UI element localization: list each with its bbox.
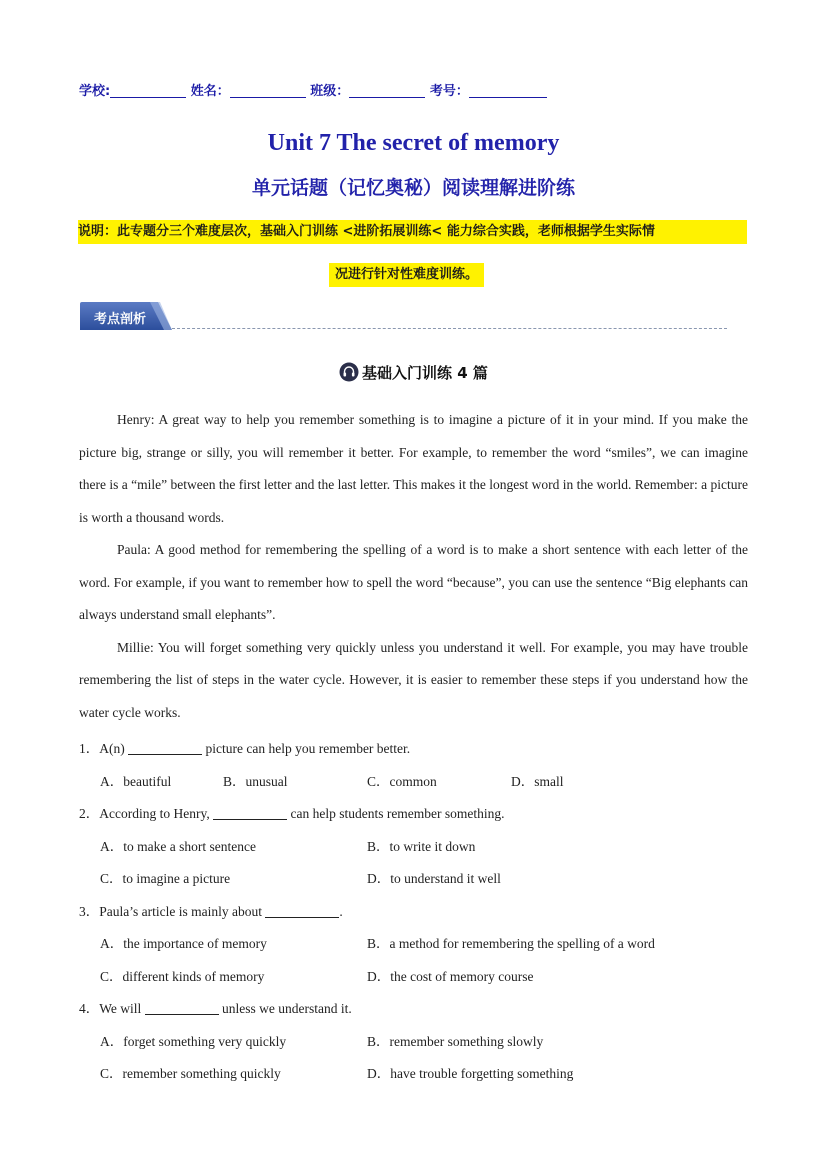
answer-blank (213, 806, 287, 820)
q4-option-b[interactable]: B．remember something slowly (367, 1034, 544, 1049)
question-text-after: . (339, 904, 343, 919)
question-text-before: A(n) (99, 741, 129, 756)
q2-option-a[interactable]: A．to make a short sentence (100, 839, 256, 854)
q2-option-d[interactable]: D．to understand it well (367, 871, 501, 886)
question-number: 3． (79, 904, 100, 919)
q1-option-d[interactable]: D．small (511, 774, 564, 789)
class-blank (349, 84, 425, 98)
q3-option-a[interactable]: A．the importance of memory (100, 936, 267, 951)
exam-no-blank (469, 84, 547, 98)
question-text-before: According to Henry, (99, 806, 214, 821)
question-text-after: can help students remember something. (287, 806, 505, 821)
student-info-line (79, 80, 547, 99)
instruction-note-line-1: 说明：此专题分三个难度层次，基础入门训练 <进阶拓展训练< 能力综合实践，老师根据学生实际情 (78, 220, 747, 244)
q4-option-a[interactable]: A．forget something very quickly (100, 1034, 287, 1049)
q4-option-d[interactable]: D．have trouble forgetting something (367, 1066, 574, 1081)
question-4 (79, 997, 352, 1017)
question-number: 4． (79, 1001, 100, 1016)
school-blank (110, 84, 186, 98)
page-subtitle: 单元话题（记忆奥秘）阅读理解进阶练 (251, 177, 575, 199)
question-text-after: unless we understand it. (218, 1001, 352, 1016)
q1-option-c[interactable]: C．common (367, 774, 437, 789)
answer-blank (145, 1001, 219, 1015)
section-tab-label: 考点剖析 (94, 312, 147, 327)
name-blank (230, 84, 306, 98)
name-label: 姓名： (190, 84, 230, 99)
class-label: 班级： (310, 84, 350, 99)
question-text-before: Paula’s article is mainly about (99, 904, 266, 919)
question-text-before: We will (99, 1001, 145, 1016)
answer-blank (265, 904, 339, 918)
question-3 (79, 900, 343, 920)
answer-blank (128, 741, 202, 755)
headphones-icon (339, 362, 359, 382)
level-heading (0, 362, 827, 383)
passage-paragraph-millie: Millie: You will forget something very quickly unless you understand it well. For example, you may have trouble remembering the list of steps in the water cycle. However, it is easier to remember these steps if you understand how the water cycle works. (79, 639, 748, 720)
question-text-after: picture can help you remember better. (202, 741, 411, 756)
level-heading-text: 基础入门训练 4 篇 (362, 364, 488, 382)
question-number: 1． (79, 741, 100, 756)
question-1 (79, 737, 410, 757)
q1-option-a[interactable]: A．beautiful (100, 774, 172, 789)
question-2 (79, 802, 505, 822)
q4-option-c[interactable]: C．remember something quickly (100, 1066, 281, 1081)
q3-option-b[interactable]: B．a method for remembering the spelling of a word (367, 936, 655, 951)
q3-option-c[interactable]: C．different kinds of memory (100, 969, 265, 984)
exam-no-label: 考号： (429, 84, 469, 99)
q1-option-b[interactable]: B．unusual (223, 774, 288, 789)
school-label: 学校: (79, 84, 111, 99)
q2-option-b[interactable]: B．to write it down (367, 839, 476, 854)
page-title: Unit 7 The secret of memory (267, 130, 560, 156)
reading-passage (79, 404, 748, 729)
passage-paragraph-paula: Paula: A good method for remembering the spelling of a word is to make a short sentence with each letter of the word. For example, if you want to remember how to spell the word “because”, you can use the sentence “Big elephants can always understand small elephants”. (79, 542, 748, 622)
q3-option-d[interactable]: D．the cost of memory course (367, 969, 534, 984)
question-number: 2． (79, 806, 100, 821)
instruction-note-line-2: 况进行针对性难度训练。 (329, 263, 484, 287)
passage-paragraph-henry: Henry: A great way to help you remember something is to imagine a picture of it in your mind. If you make the picture big, strange or silly, you will remember it better. For example, to remember the word “smiles”, we can imagine there is a “mile” between the first letter and the last letter. This makes it the longest word in the world. Remember: a picture is worth a thousand words. (79, 412, 748, 525)
q2-option-c[interactable]: C．to imagine a picture (100, 871, 231, 886)
section-tab (80, 302, 172, 330)
section-divider (172, 328, 727, 329)
